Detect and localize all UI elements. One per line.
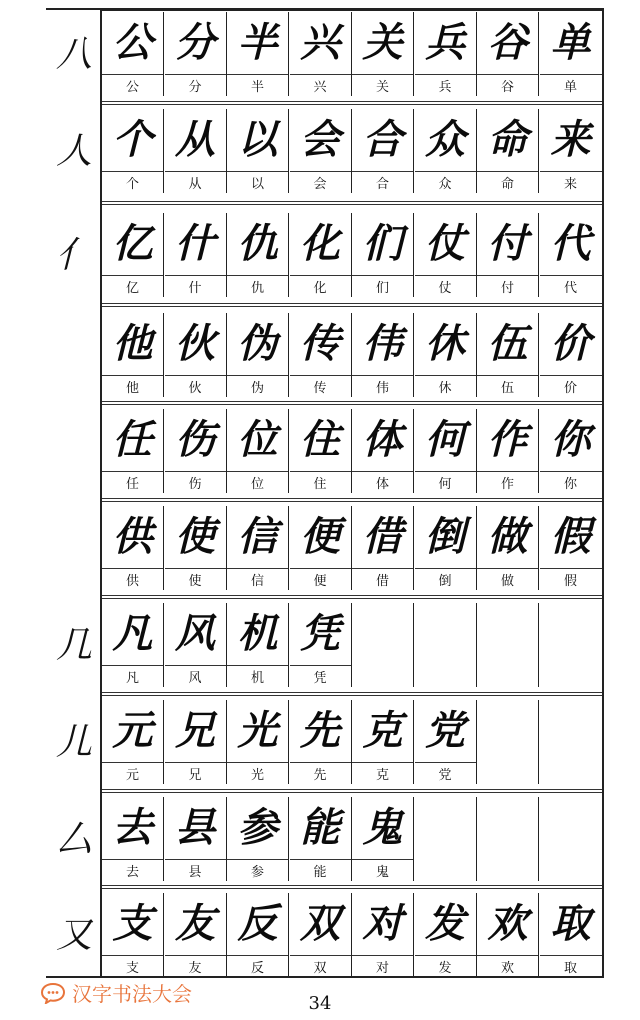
- cursive-character: 关: [362, 19, 403, 66]
- standard-character-label: 党: [438, 768, 452, 783]
- standard-character-label: 什: [188, 281, 202, 296]
- radical-label: 儿: [55, 722, 92, 763]
- row-separator: [102, 303, 602, 307]
- character-cell: [540, 109, 602, 193]
- cursive-character: 便: [300, 513, 340, 560]
- character-cell: [102, 797, 164, 881]
- standard-character-label: 伟: [375, 381, 389, 396]
- standard-character-label: 双: [313, 961, 327, 976]
- character-cell: [352, 409, 414, 493]
- character-cell: [477, 409, 539, 493]
- character-cell: [227, 213, 289, 297]
- character-cell: [290, 409, 352, 493]
- character-row: [102, 797, 602, 881]
- cursive-character: 元: [112, 707, 153, 754]
- standard-character-label: 假: [563, 574, 577, 589]
- cursive-character: 何: [425, 416, 465, 463]
- standard-character-label: 住: [313, 477, 327, 492]
- standard-character-label: 伤: [188, 477, 202, 492]
- character-cell: [415, 409, 477, 493]
- character-cell: [165, 797, 227, 881]
- character-cell: [477, 213, 539, 297]
- radical-label: 人: [55, 131, 92, 172]
- standard-character-label: 亿: [125, 281, 139, 296]
- cursive-character: 付: [487, 220, 528, 267]
- character-cell: [165, 506, 227, 590]
- character-cell: [415, 109, 477, 193]
- character-cell: [290, 603, 352, 687]
- character-cell: [477, 893, 539, 977]
- standard-character-label: 任: [125, 477, 139, 492]
- cursive-character: 伙: [175, 320, 215, 367]
- cursive-character: 众: [425, 116, 465, 163]
- cursive-character: 们: [362, 220, 403, 267]
- cursive-character: 假: [550, 513, 591, 560]
- standard-character-label: 能: [313, 865, 327, 880]
- character-cell: [540, 893, 602, 977]
- cursive-character: 伪: [237, 320, 278, 367]
- character-cell: [227, 700, 289, 784]
- cursive-character: 友: [175, 900, 215, 947]
- row-separator: [102, 498, 602, 502]
- character-cell: [540, 12, 602, 96]
- character-cell: [477, 506, 539, 590]
- character-cell: [540, 700, 602, 784]
- cursive-character: 借: [362, 513, 403, 560]
- cursive-character: 对: [362, 900, 403, 947]
- cursive-character: 支: [112, 900, 153, 947]
- character-cell: [227, 409, 289, 493]
- character-cell: [102, 313, 164, 397]
- character-cell: [415, 797, 477, 881]
- standard-character-label: 仇: [250, 281, 264, 296]
- standard-character-label: 分: [188, 80, 202, 95]
- cursive-character: 取: [550, 900, 591, 947]
- standard-character-label: 对: [375, 961, 389, 976]
- standard-character-label: 兵: [438, 80, 452, 95]
- standard-character-label: 伙: [188, 381, 202, 396]
- character-cell: [352, 603, 414, 687]
- standard-character-label: 付: [500, 281, 514, 296]
- character-cell: [352, 797, 414, 881]
- cursive-character: 仇: [237, 220, 278, 267]
- row-separator: [102, 401, 602, 405]
- standard-character-label: 伪: [250, 381, 264, 396]
- character-cell: [290, 313, 352, 397]
- character-cell: [352, 213, 414, 297]
- standard-character-label: 友: [188, 961, 202, 976]
- standard-character-label: 鬼: [375, 865, 389, 880]
- character-cell: [102, 12, 164, 96]
- cursive-character: 伍: [487, 320, 528, 367]
- cursive-character: 兄: [175, 707, 215, 754]
- character-cell: [102, 700, 164, 784]
- standard-character-label: 半: [250, 80, 264, 95]
- character-cell: [415, 313, 477, 397]
- character-cell: [352, 506, 414, 590]
- character-cell: [290, 700, 352, 784]
- cursive-character: 凡: [112, 610, 153, 657]
- standard-character-label: 们: [375, 281, 389, 296]
- character-cell: [352, 893, 414, 977]
- character-cell: [290, 506, 352, 590]
- radical-label: 又: [55, 915, 92, 956]
- standard-character-label: 关: [375, 80, 389, 95]
- character-cell: [227, 12, 289, 96]
- standard-character-label: 元: [125, 768, 139, 783]
- cursive-character: 兴: [300, 19, 340, 66]
- character-cell: [415, 12, 477, 96]
- standard-character-label: 信: [250, 574, 264, 589]
- cursive-character: 使: [175, 513, 215, 560]
- standard-character-label: 反: [250, 961, 264, 976]
- standard-character-label: 去: [125, 865, 139, 880]
- standard-character-label: 代: [563, 281, 577, 296]
- watermark-text: 汉字书法大会: [72, 982, 192, 1006]
- character-cell: [165, 109, 227, 193]
- standard-character-label: 众: [438, 177, 452, 192]
- top-rule: [100, 8, 604, 11]
- cursive-character: 休: [425, 320, 465, 367]
- cursive-character: 伟: [362, 320, 403, 367]
- character-cell: [540, 313, 602, 397]
- character-row: [102, 213, 602, 297]
- character-cell: [540, 213, 602, 297]
- cursive-character: 化: [300, 220, 340, 267]
- character-cell: [415, 213, 477, 297]
- standard-character-label: 县: [188, 865, 202, 880]
- standard-character-label: 命: [500, 177, 514, 192]
- row-separator: [102, 789, 602, 793]
- cursive-character: 任: [112, 416, 153, 463]
- character-cell: [290, 797, 352, 881]
- standard-character-label: 机: [250, 671, 264, 686]
- cursive-character: 单: [550, 19, 591, 66]
- character-cell: [102, 893, 164, 977]
- standard-character-label: 个: [125, 177, 139, 192]
- cursive-character: 供: [112, 513, 153, 560]
- standard-character-label: 兄: [188, 768, 202, 783]
- character-row: [102, 12, 602, 96]
- character-cell: [352, 12, 414, 96]
- cursive-character: 你: [550, 416, 591, 463]
- character-cell: [165, 313, 227, 397]
- standard-character-label: 取: [563, 961, 577, 976]
- row-separator: [102, 885, 602, 889]
- character-row: [102, 506, 602, 590]
- standard-character-label: 凡: [125, 671, 139, 686]
- character-cell: [415, 893, 477, 977]
- character-row: [102, 603, 602, 687]
- standard-character-label: 便: [313, 574, 327, 589]
- row-separator: [102, 692, 602, 696]
- cursive-character: 从: [175, 116, 215, 163]
- standard-character-label: 供: [125, 574, 139, 589]
- standard-character-label: 作: [500, 477, 514, 492]
- cursive-character: 命: [487, 116, 528, 163]
- character-cell: [290, 213, 352, 297]
- cursive-character: 双: [300, 900, 340, 947]
- cursive-character: 风: [175, 610, 215, 657]
- cursive-character: 他: [112, 320, 153, 367]
- cursive-character: 半: [237, 19, 278, 66]
- radical-label: 亻: [55, 235, 92, 276]
- character-cell: [290, 893, 352, 977]
- cursive-character: 去: [112, 804, 153, 851]
- standard-character-label: 从: [188, 177, 202, 192]
- cursive-character: 什: [175, 220, 215, 267]
- cursive-character: 能: [300, 804, 340, 851]
- standard-character-label: 使: [188, 574, 202, 589]
- character-cell: [165, 893, 227, 977]
- standard-character-label: 谷: [500, 80, 514, 95]
- character-cell: [227, 506, 289, 590]
- standard-character-label: 克: [375, 768, 389, 783]
- standard-character-label: 仗: [438, 281, 452, 296]
- cursive-character: 机: [237, 610, 278, 657]
- standard-character-label: 以: [250, 177, 264, 192]
- character-cell: [165, 700, 227, 784]
- standard-character-label: 光: [250, 768, 264, 783]
- row-separator: [102, 101, 602, 105]
- standard-character-label: 欢: [500, 961, 514, 976]
- cursive-character: 公: [112, 19, 153, 66]
- cursive-character: 兵: [425, 19, 465, 66]
- cursive-character: 仗: [425, 220, 465, 267]
- character-cell: [165, 12, 227, 96]
- character-cell: [415, 603, 477, 687]
- standard-character-label: 倒: [438, 574, 452, 589]
- character-cell: [352, 313, 414, 397]
- cursive-character: 克: [362, 707, 403, 754]
- standard-character-label: 位: [250, 477, 264, 492]
- character-cell: [227, 313, 289, 397]
- cursive-character: 位: [237, 416, 278, 463]
- cursive-character: 倒: [425, 513, 465, 560]
- standard-character-label: 会: [313, 177, 327, 192]
- character-cell: [227, 603, 289, 687]
- standard-character-label: 价: [563, 381, 577, 396]
- character-row: [102, 700, 602, 784]
- character-cell: [165, 409, 227, 493]
- character-cell: [290, 12, 352, 96]
- cursive-character: 价: [550, 320, 591, 367]
- cursive-character: 个: [112, 116, 153, 163]
- character-cell: [102, 603, 164, 687]
- cursive-character: 光: [237, 707, 278, 754]
- radical-label: 厶: [55, 819, 92, 860]
- row-separator: [102, 201, 602, 205]
- cursive-character: 分: [175, 19, 215, 66]
- character-cell: [102, 109, 164, 193]
- standard-character-label: 兴: [313, 80, 327, 95]
- character-cell: [352, 700, 414, 784]
- cursive-character: 会: [300, 116, 340, 163]
- standard-character-label: 传: [313, 381, 327, 396]
- character-row: [102, 893, 602, 977]
- standard-character-label: 合: [375, 177, 389, 192]
- standard-character-label: 支: [125, 961, 139, 976]
- character-cell: [477, 700, 539, 784]
- cursive-character: 代: [550, 220, 591, 267]
- standard-character-label: 发: [438, 961, 452, 976]
- character-cell: [415, 700, 477, 784]
- cursive-character: 做: [487, 513, 528, 560]
- character-cell: [227, 109, 289, 193]
- character-cell: [227, 893, 289, 977]
- cursive-character: 信: [237, 513, 278, 560]
- cursive-character: 党: [425, 707, 465, 754]
- character-cell: [477, 797, 539, 881]
- character-cell: [102, 506, 164, 590]
- character-cell: [165, 603, 227, 687]
- standard-character-label: 来: [563, 177, 577, 192]
- character-row: [102, 313, 602, 397]
- character-row: [102, 409, 602, 493]
- radical-label: 八: [55, 34, 92, 75]
- cursive-character: 参: [237, 804, 278, 851]
- row-separator: [102, 595, 602, 599]
- standard-character-label: 参: [250, 865, 264, 880]
- character-row: [102, 109, 602, 193]
- standard-character-label: 做: [500, 574, 514, 589]
- standard-character-label: 化: [313, 281, 327, 296]
- cursive-character: 合: [362, 116, 403, 163]
- character-cell: [290, 109, 352, 193]
- cursive-character: 发: [425, 900, 465, 947]
- standard-character-label: 公: [125, 80, 139, 95]
- character-cell: [540, 409, 602, 493]
- standard-character-label: 他: [125, 381, 139, 396]
- cursive-character: 以: [237, 116, 278, 163]
- standard-character-label: 伍: [500, 381, 514, 396]
- cursive-character: 谷: [487, 19, 528, 66]
- standard-character-label: 体: [375, 477, 389, 492]
- cursive-character: 伤: [175, 416, 215, 463]
- cursive-character: 作: [487, 416, 528, 463]
- character-cell: [165, 213, 227, 297]
- cursive-character: 来: [550, 116, 591, 163]
- character-cell: [227, 797, 289, 881]
- cursive-character: 欢: [487, 900, 528, 947]
- character-cell: [102, 409, 164, 493]
- cursive-character: 住: [300, 416, 340, 463]
- cursive-character: 体: [362, 416, 403, 463]
- standard-character-label: 借: [375, 574, 389, 589]
- character-cell: [102, 213, 164, 297]
- character-cell: [477, 603, 539, 687]
- character-cell: [352, 109, 414, 193]
- character-cell: [415, 506, 477, 590]
- cursive-character: 凭: [300, 610, 340, 657]
- standard-character-label: 凭: [313, 671, 327, 686]
- cursive-character: 反: [237, 900, 278, 947]
- cursive-character: 亿: [112, 220, 153, 267]
- standard-character-label: 先: [313, 768, 327, 783]
- page-number: 34: [308, 993, 332, 1014]
- character-cell: [540, 603, 602, 687]
- character-cell: [540, 797, 602, 881]
- radical-label: 几: [55, 625, 92, 666]
- character-cell: [540, 506, 602, 590]
- cursive-character: 先: [300, 707, 340, 754]
- character-cell: [477, 313, 539, 397]
- cursive-character: 传: [300, 320, 340, 367]
- cursive-character: 鬼: [362, 804, 403, 851]
- cursive-character: 县: [175, 804, 215, 851]
- character-cell: [477, 109, 539, 193]
- standard-character-label: 单: [563, 80, 577, 95]
- standard-character-label: 何: [438, 477, 452, 492]
- standard-character-label: 风: [188, 671, 202, 686]
- standard-character-label: 你: [563, 477, 577, 492]
- standard-character-label: 休: [438, 381, 452, 396]
- character-cell: [477, 12, 539, 96]
